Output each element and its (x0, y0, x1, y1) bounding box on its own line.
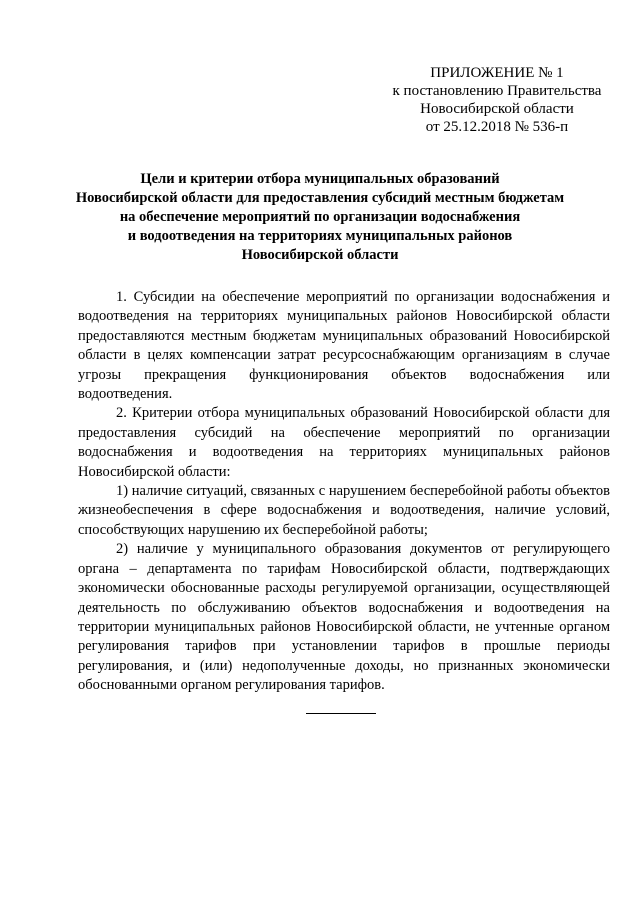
appendix-date-number: от 25.12.2018 № 536-п (425, 119, 569, 135)
paragraph-2: 2. Критерии отбора муниципальных образований Новосибирской области для предоставления субсидий на обеспечение мероприятий по организации водоснабжения и водоотведения на территориях муниципальных районов Новосибирской области: (78, 405, 610, 480)
criterion-1: 1) наличие ситуаций, связанных с нарушением бесперебойной работы объектов жизнеобеспечения в сфере водоснабжения и водоотведения, наличие условий, способствующих нарушению их бесперебойной работы; (78, 483, 610, 538)
title-line: Цели и критерии отбора муниципальных образований (140, 171, 500, 187)
document-body (78, 288, 610, 696)
criterion-2: 2) наличие у муниципального образования документов от регулирующего органа – департамента по тарифам Новосибирской области, подтверждающих экономически обоснованные расходы регулируемой организации, осуществляющей деятельность по обслуживанию объектов водоснабжения и водоотведения на территории муниципальных районов Новосибирской области, не учтенные органом регулирования тарифов при установлении тарифов в прошлые периоды регулирования, и (или) недополученные доходы, но признанных экономически обоснованными органом регулирования тарифов. (78, 541, 610, 694)
title-line: Новосибирской области для предоставления субсидий местным бюджетам (75, 190, 565, 206)
document-title (70, 170, 570, 265)
appendix-reference: к постановлению Правительства (392, 83, 602, 99)
appendix-region: Новосибирской области (420, 101, 574, 117)
end-divider (306, 713, 376, 714)
title-line: на обеспечение мероприятий по организации водоснабжения (119, 209, 521, 225)
paragraph-1: 1. Субсидии на обеспечение мероприятий по организации водоснабжения и водоотведения на территориях муниципальных районов Новосибирской области предоставляются местным бюджетам муниципальных образований Новосибирской области в целях компенсации затрат ресурсоснабжающим организациям в случае угрозы прекращения функционирования объектов водоснабжения или водоотведения. (78, 289, 610, 403)
title-line: и водоотведения на территориях муниципальных районов (127, 228, 513, 244)
title-line: Новосибирской области (241, 247, 399, 263)
appendix-header (380, 64, 614, 136)
appendix-number: ПРИЛОЖЕНИЕ № 1 (430, 65, 564, 81)
